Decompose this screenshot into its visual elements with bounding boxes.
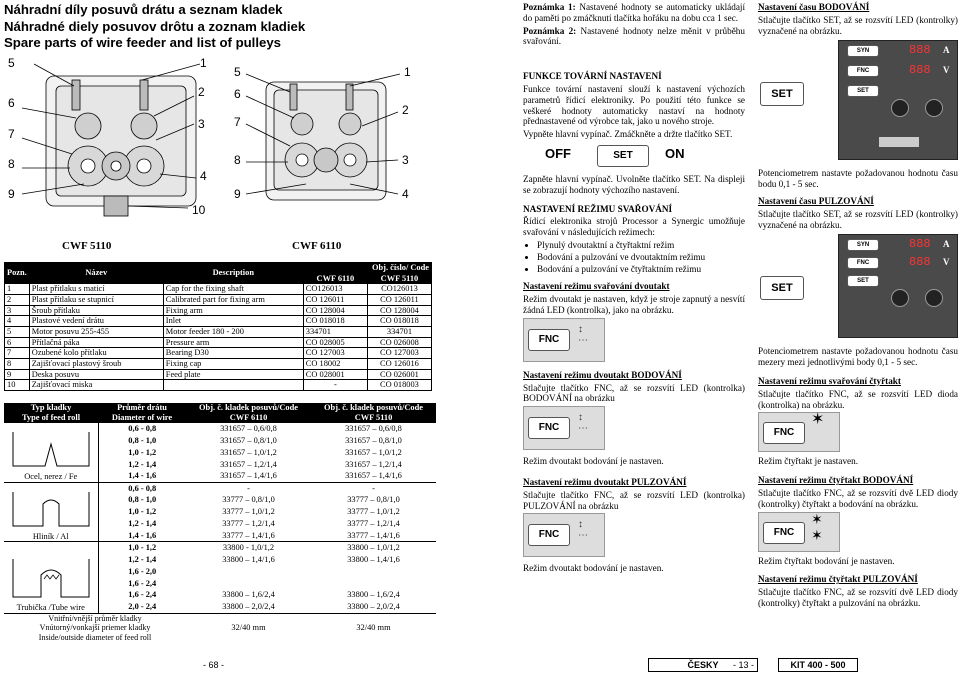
cell: 32/40 mm — [186, 613, 311, 642]
welding-mode-text: Řídicí elektronika strojů Processor a Synergic umožňuje svařování v následujících režimech: — [523, 216, 745, 238]
volt-unit: V — [943, 257, 950, 268]
cell: - — [303, 380, 367, 391]
cell: CO 026008 — [367, 337, 431, 348]
fnc-panel-figure — [523, 318, 605, 362]
cell: Zajišťovací miska — [29, 380, 163, 391]
cell: 0,6 - 0,8 — [98, 423, 186, 435]
cell: Bearing D30 — [163, 348, 303, 359]
diameter-label-cz: Vnitřní/vnější průměr kladky — [48, 613, 142, 623]
cell: CO 026001 — [367, 369, 431, 380]
cell: 33777 – 0,8/1,0 — [347, 495, 400, 505]
two-stroke-text: Režim dvoutakt je nastaven, když je stroje zapnutý a nesvítí žádná LED (kontrolka), jako na obrázku. — [523, 294, 745, 315]
four-stroke-spot-text: Stlačujte tlačítko FNC, až se rozsvítí dvě LED diody (kontrolky) čtyřtakt a bodování na obrázku. — [758, 487, 958, 509]
callout-9: 9 — [234, 187, 241, 201]
cell: 33800 – 1,0/1,2 — [311, 542, 436, 554]
cell: CO126013 — [303, 284, 367, 295]
cell: 8 — [5, 358, 30, 369]
v-groove-icon — [11, 430, 91, 470]
cell: 1,6 - 2,4 — [98, 577, 186, 589]
cell: CO 128004 — [303, 305, 367, 316]
cell: 32/40 mm — [311, 613, 436, 642]
cell: 1,4 - 1,6 — [98, 470, 186, 482]
callout-8: 8 — [234, 153, 241, 167]
set-button[interactable]: SET — [597, 145, 649, 167]
title-sk: Náhradné diely posuvov drôtu a zoznam kladiek — [4, 18, 306, 34]
two-stroke-pulse-text: Stlačujte tlačítko FNC, až se rozsvítí LED (kontrolka) PULZOVÁNÍ na obrázku — [523, 489, 745, 511]
cell: CO 126011 — [303, 294, 367, 305]
cell — [163, 380, 303, 391]
header-prumer: Průměr drátu — [117, 403, 167, 412]
cell: 331657 – 1,2/1,4 — [345, 459, 402, 469]
wire-feeder-diagram-5110 — [4, 56, 230, 236]
u-groove-icon — [11, 490, 91, 530]
note-1 — [523, 2, 745, 24]
four-stroke-title: Nastavení režimu svařování čtyřtakt — [758, 375, 901, 386]
header-cwf-5110: CWF 5110 — [367, 273, 431, 284]
cell: 1,0 - 1,2 — [98, 542, 186, 554]
cell: CO 127003 — [303, 348, 367, 359]
on-label: ON — [665, 145, 685, 161]
callout-6: 6 — [234, 87, 241, 101]
table-row — [5, 294, 432, 305]
cell: Motor feeder 180 - 200 — [163, 326, 303, 337]
cell: 334701 — [367, 326, 431, 337]
cell — [311, 566, 436, 578]
potentiometer-knob[interactable] — [925, 99, 943, 117]
spot-time-title: Nastavení času BODOVÁNÍ — [758, 2, 870, 12]
note-2-text: Nastavené hodnoty nelze měnit v průběhu svařování. — [523, 25, 745, 47]
callout-2: 2 — [198, 85, 205, 99]
roll-type-label: Trubička /Tube wire — [16, 602, 85, 612]
lit-led-icon: ✶ — [811, 411, 825, 429]
cell: 33800 – 1,6/2,4 — [222, 590, 275, 600]
four-stroke-pulse-text: Stlačujte tlačítko FNC, až se rozsvítí dvě LED diody (kontrolky) čtyřtakt a pulzování na obrázku. — [758, 587, 958, 608]
cell: 0,8 - 1,0 — [98, 494, 186, 506]
table-row — [5, 380, 432, 391]
roll-type-label: Ocel, nerez / Fe — [24, 472, 78, 482]
two-stroke-pulse-title: Nastavení režimu dvoutakt PULZOVÁNÍ — [523, 476, 687, 487]
cell: 9 — [5, 369, 30, 380]
cell: 331657 – 1,4/1,6 — [345, 471, 402, 481]
cell: Plast přítlaku se stupnicí — [29, 294, 163, 305]
cell: CO 18002 — [303, 358, 367, 369]
cell: CO 128004 — [367, 305, 431, 316]
volt-unit: V — [943, 65, 950, 76]
control-panel — [838, 40, 958, 160]
cell: Plast přítlaku s maticí — [29, 284, 163, 295]
cell: Přítlačná páka — [29, 337, 163, 348]
cell: 331657 – 1,0/1,2 — [345, 447, 402, 457]
list-item: • Bodování a pulzování ve dvoutaktním režimu — [537, 252, 745, 263]
header-description: Description — [163, 263, 303, 284]
callout-5: 5 — [234, 65, 241, 79]
cell: CO126013 — [367, 284, 431, 295]
cell: 33777 – 1,0/1,2 — [222, 507, 275, 517]
set-button[interactable]: SET — [760, 276, 804, 300]
spot-time-text: Stlačujte tlačítko SET, až se rozsvítí LED (kontrolky) vyznačené na obrázku. — [758, 14, 958, 36]
two-stroke-title: Nastavení režimu svařování dvoutakt — [523, 281, 670, 292]
callout-2: 2 — [402, 103, 409, 117]
mode-leds-icon: ↕ ⋯ — [578, 412, 588, 434]
welding-mode-title: NASTAVENÍ REŽIMU SVAŘOVÁNÍ — [523, 203, 673, 214]
column-4 — [758, 2, 958, 611]
amp-unit: A — [943, 45, 950, 56]
callout-10: 10 — [192, 203, 206, 217]
mode-leds-icon: ↕ ⋯ — [578, 323, 588, 346]
cell: Inlet — [163, 316, 303, 327]
cell: 33800 – 2,0/2,4 — [347, 602, 400, 612]
fnc-button[interactable]: FNC — [847, 65, 879, 77]
control-panel-figure-1 — [758, 40, 958, 164]
cell: Cap for the fixing shaft — [163, 284, 303, 295]
off-set-on-figure — [523, 144, 745, 170]
two-stroke-spot-text: Stlačujte tlačítko FNC, až se rozsvítí LED (kontrolka) BODOVÁNÍ na obrázku — [523, 382, 745, 404]
fnc-panel-figure-pulse — [523, 513, 605, 557]
cell: 4 — [5, 316, 30, 327]
fnc-button[interactable]: FNC — [763, 422, 805, 444]
page-title-block — [4, 2, 305, 52]
amp-unit: A — [943, 239, 950, 250]
cell: 33800 – 2,0/2,4 — [222, 602, 275, 612]
cell: CO 126011 — [367, 294, 431, 305]
fnc-panel-figure-4t-spot — [758, 512, 840, 552]
volt-display: 888 — [909, 63, 931, 78]
volt-display: 888 — [909, 255, 931, 270]
knurled-groove-icon — [11, 557, 91, 601]
header-cwf-6110: CWF 6110 — [303, 273, 367, 284]
header-pozn: Pozn. — [5, 263, 30, 284]
potentiometer-knob[interactable] — [925, 289, 943, 307]
cell: - — [311, 482, 436, 494]
cell: 1,2 - 1,4 — [98, 554, 186, 566]
table-row — [5, 358, 432, 369]
cell: 33777 – 1,2/1,4 — [222, 519, 275, 529]
two-stroke-pulse-after: Režim dvoutakt bodování je nastaven. — [523, 563, 664, 574]
header-code: Obj. číslo/ Code — [303, 263, 431, 274]
cell: 3 — [5, 305, 30, 316]
cell: 33800 – 1,6/2,4 — [347, 590, 400, 600]
cell: 0,6 - 0,8 — [98, 482, 186, 494]
off-label: OFF — [545, 145, 571, 161]
factory-reset-text: Funkce tovární nastavení slouží k nastavení výchozích parametrů řídicí elektroniky. Po použití této funkce se veškeré hodnoty automaticky nastaví na hodnoty přednastavené od výrobce tak, jako u nového stroje. — [523, 83, 745, 127]
set-button[interactable]: SET — [847, 85, 879, 97]
header-cwf-6110: CWF 6110 — [229, 412, 268, 422]
cell: 1,0 - 1,2 — [98, 447, 186, 459]
pulse-time-text: Stlačujte tlačítko SET, až se rozsvítí LED (kontrolky) vyznačené na obrázku. — [758, 208, 958, 230]
header-cwf-5110: CWF 5110 — [354, 412, 393, 422]
caption-cwf-6110: CWF 6110 — [292, 240, 342, 252]
cell: Plastové vedení drátu — [29, 316, 163, 327]
wire-feeder-6110-drawing — [232, 66, 422, 214]
table-row — [5, 337, 432, 348]
cell: CO 018018 — [303, 316, 367, 327]
table-row — [4, 542, 436, 554]
cell: CO 028005 — [303, 337, 367, 348]
fnc-panel-figure-4t — [758, 412, 840, 452]
factory-reset-text-2: Vypněte hlavní vypínač. Zmáčkněte a držte tlačítko SET. — [523, 129, 733, 140]
callout-7: 7 — [8, 127, 15, 141]
page-number-left: - 68 - — [203, 660, 225, 670]
two-stroke-spot-after: Režim dvoutakt bodování je nastaven. — [523, 456, 664, 467]
diameter-label-sk: Vnútorný/vonkajší priemer kladky — [39, 623, 151, 633]
table-row — [5, 326, 432, 337]
cell: 334701 — [303, 326, 367, 337]
cell: 331657 – 1,0/1,2 — [220, 447, 277, 457]
header-diameter: Diameter of wire — [111, 412, 173, 422]
header-nazev: Název — [29, 263, 163, 284]
callout-9: 9 — [8, 187, 15, 201]
table-row — [5, 348, 432, 359]
cell: 33800 - 1,0/1,2 — [186, 542, 311, 554]
control-panel — [838, 234, 958, 338]
syn-button[interactable]: SYN — [847, 239, 879, 251]
connector-icon — [879, 137, 919, 147]
roll-type-fe — [4, 423, 98, 482]
note-1-text: Nastavené hodnoty se automaticky ukládají do paměti po zmáčknutí tlačítka hořáku na dobu cca 1 sec. — [523, 2, 746, 23]
diameter-label-en: Inside/outside diameter of feed roll — [38, 632, 152, 642]
cell — [186, 577, 311, 589]
factory-reset-title: FUNKCE TOVÁRNÍ NASTAVENÍ — [523, 71, 662, 82]
cell: 33777 – 1,4/1,6 — [222, 530, 275, 540]
cell: Pressure arm — [163, 337, 303, 348]
table-row — [5, 316, 432, 327]
roll-type-tube — [4, 542, 98, 613]
title-cz: Náhradní díly posuvů drátu a seznam kladek — [4, 2, 283, 17]
table-row — [5, 305, 432, 316]
parts-table-header — [5, 263, 432, 274]
callout-4: 4 — [402, 187, 409, 201]
two-stroke-spot-title: Nastavení režimu dvoutakt BODOVÁNÍ — [523, 369, 682, 380]
set-button[interactable]: SET — [847, 275, 879, 287]
cell: 2,0 - 2,4 — [98, 601, 186, 613]
mode-leds-icon: ↕ ⋯ — [578, 519, 588, 542]
syn-button[interactable]: SYN — [847, 45, 879, 57]
cell: CO 126016 — [367, 358, 431, 369]
diameter-label — [4, 613, 186, 642]
four-stroke-spot-after: Režim čtyřtakt bodování je nastaven. — [758, 555, 895, 566]
fnc-button[interactable]: FNC — [528, 524, 570, 546]
cell: 331657 – 0,6/0,8 — [186, 423, 311, 435]
table-row — [4, 613, 436, 642]
amp-display: 888 — [909, 237, 931, 252]
cell: Motor posuvu 255-455 — [29, 326, 163, 337]
header-code-5110: Obj. č. kladek posuvů/Code — [324, 403, 423, 412]
potentiometer-knob[interactable] — [891, 289, 909, 307]
potentiometer-knob[interactable] — [891, 99, 909, 117]
fnc-button[interactable]: FNC — [528, 329, 570, 351]
table-row — [5, 369, 432, 380]
pulse-time-after: Potenciometrem nastavte požadovanou hodnotu času mezery mezi jednotlivými body 0,1 - 5 sec. — [758, 346, 958, 368]
list-item: • Bodování a pulzování ve čtyřtaktním režimu — [537, 264, 745, 275]
four-stroke-after: Režim čtyřtakt je nastaven. — [758, 456, 859, 467]
control-panel-figure-2 — [758, 234, 958, 342]
cell: 331657 – 0,8/1,0 — [345, 435, 402, 445]
factory-reset-text-3: Zapněte hlavní vypínač. Uvolněte tlačítko SET. Na displeji se zobrazují hodnoty výchozího nastavení. — [523, 173, 745, 195]
note-2 — [523, 26, 745, 48]
parts-table — [4, 262, 432, 391]
cell: 2 — [5, 294, 30, 305]
cell: 33800 – 1,4/1,6 — [222, 554, 275, 564]
cell: 331657 – 0,6/0,8 — [311, 423, 436, 435]
cell — [186, 566, 311, 578]
cell: 5 — [5, 326, 30, 337]
cell: 1,0 - 1,2 — [98, 506, 186, 518]
cell: CO 018003 — [367, 380, 431, 391]
fnc-button[interactable]: FNC — [528, 417, 570, 439]
title-en: Spare parts of wire feeder and list of pulleys — [4, 35, 282, 50]
footer-model: KIT 400 - 500 — [778, 658, 858, 672]
cell: Šroub přítlaku — [29, 305, 163, 316]
cell: 331657 – 0,8/1,0 — [220, 435, 277, 445]
callout-6: 6 — [8, 96, 15, 110]
amp-display: 888 — [909, 43, 931, 58]
cell: 1,4 - 1,6 — [98, 530, 186, 542]
four-stroke-pulse-title: Nastavení režimu čtyřtakt PULZOVÁNÍ — [758, 574, 918, 585]
header-typ-kladky: Typ kladky — [30, 403, 72, 412]
header-type-feed-roll: Type of feed roll — [21, 412, 81, 422]
wire-feeder-diagram-6110 — [232, 66, 422, 214]
callout-4: 4 — [200, 169, 207, 183]
callout-3: 3 — [198, 117, 205, 131]
four-stroke-spot-title: Nastavení režimu čtyřtakt BODOVÁNÍ — [758, 475, 914, 486]
set-button[interactable]: SET — [760, 82, 804, 106]
cell: 7 — [5, 348, 30, 359]
page-number-right: - 13 - — [730, 660, 757, 670]
cell: Fixing arm — [163, 305, 303, 316]
cell: Deska posuvu — [29, 369, 163, 380]
cell: - — [186, 482, 311, 494]
cell: 1 — [5, 284, 30, 295]
cell: CO 018018 — [367, 316, 431, 327]
cell: 1,2 - 1,4 — [98, 518, 186, 530]
cell: 33777 – 1,0/1,2 — [347, 507, 400, 517]
callout-7: 7 — [234, 115, 241, 129]
cell: 33800 – 1,4/1,6 — [347, 554, 400, 564]
cell: Feed plate — [163, 369, 303, 380]
callout-1: 1 — [404, 65, 411, 79]
footer-lang: ČESKY — [687, 660, 719, 670]
roll-type-al — [4, 482, 98, 541]
callout-3: 3 — [402, 153, 409, 167]
callout-5: 5 — [8, 56, 15, 70]
fnc-panel-figure-spot — [523, 406, 605, 450]
cell: 33777 – 1,4/1,6 — [347, 530, 400, 540]
cell: Ozubené kolo přítlaku — [29, 348, 163, 359]
list-item: • Plynulý dvoutaktní a čtyřtaktní režim — [537, 240, 745, 251]
cell: Calibrated part for fixing arm — [163, 294, 303, 305]
feed-roll-table — [4, 403, 436, 642]
table-row — [4, 423, 436, 435]
four-stroke-text: Stlačujte tlačítko FNC, až se rozsvítí LED dioda (kontrolka) na obrázku. — [758, 388, 958, 410]
cell: 33777 – 1,2/1,4 — [347, 519, 400, 529]
cell: 1,6 - 2,4 — [98, 589, 186, 601]
note-2-label: Poznámka 2: — [523, 25, 577, 36]
note-1-label: Poznámka 1: — [523, 2, 576, 12]
cell: 6 — [5, 337, 30, 348]
cell: 331657 – 1,4/1,6 — [220, 471, 277, 481]
cell: 1,6 - 2,0 — [98, 566, 186, 578]
roll-type-label: Hliník / Al — [32, 531, 69, 541]
cell: 33777 – 0,8/1,0 — [222, 495, 275, 505]
fnc-button[interactable]: FNC — [763, 522, 805, 544]
header-code-6110: Obj. č. kladek posuvů/Code — [199, 403, 298, 412]
cell — [311, 577, 436, 589]
cell: 0,8 - 1,0 — [98, 435, 186, 447]
pulse-time-title: Nastavení času PULZOVÁNÍ — [758, 195, 874, 206]
welding-mode-list — [537, 240, 745, 274]
cell: 10 — [5, 380, 30, 391]
table-row — [4, 482, 436, 494]
cell: 1,2 - 1,4 — [98, 458, 186, 470]
cell: Zajišťovací plastový šroub — [29, 358, 163, 369]
cell: CO 028001 — [303, 369, 367, 380]
column-3 — [523, 2, 745, 576]
callout-8: 8 — [8, 157, 15, 171]
cell: CO 127003 — [367, 348, 431, 359]
spot-time-after: Potenciometrem nastavte požadovanou hodnotu času bodu 0,1 - 5 sec. — [758, 168, 958, 190]
callout-1: 1 — [200, 56, 207, 70]
fnc-button[interactable]: FNC — [847, 257, 879, 269]
table-row — [5, 284, 432, 295]
cell: Fixing cap — [163, 358, 303, 369]
lit-led-icon: ✶ ✶ — [811, 512, 823, 544]
caption-cwf-5110: CWF 5110 — [62, 240, 112, 252]
cell: 331657 – 1,2/1,4 — [220, 459, 277, 469]
